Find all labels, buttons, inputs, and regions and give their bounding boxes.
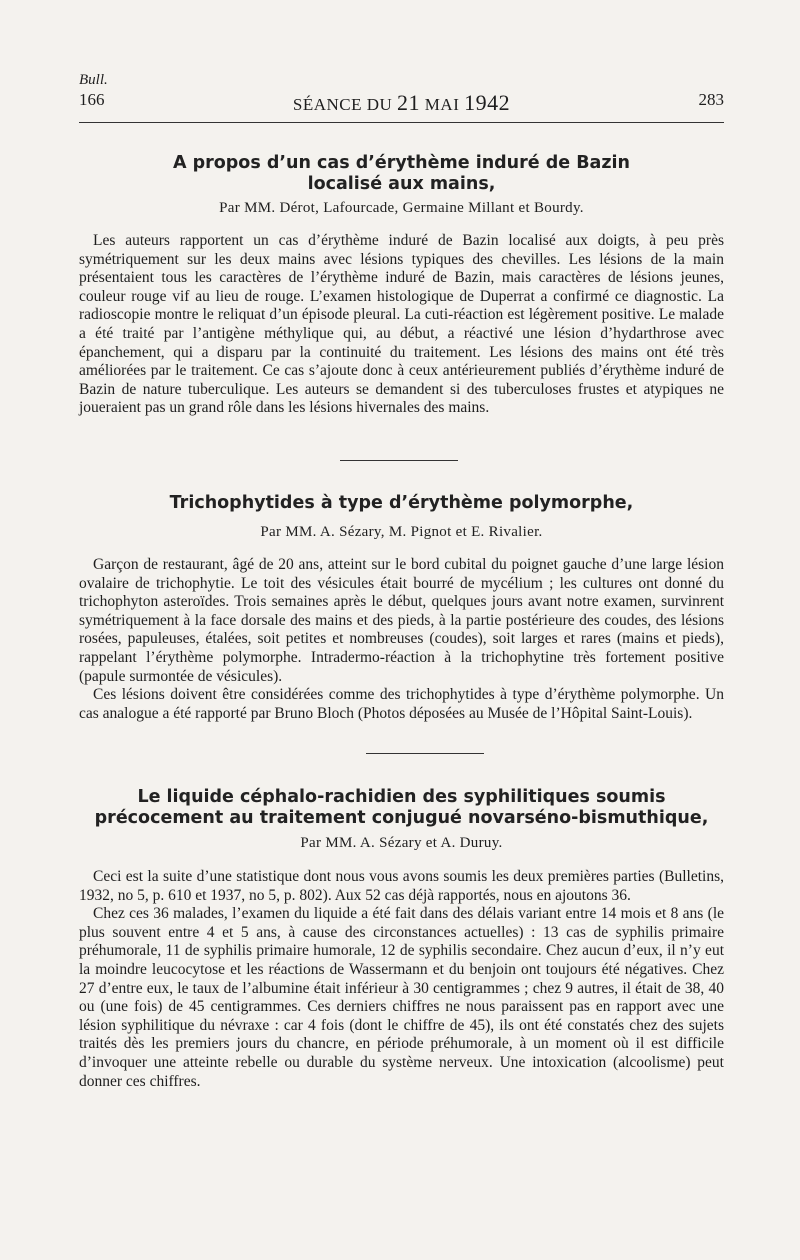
running-title-year: 1942 xyxy=(464,90,511,115)
article-2-title-line-1: Trichophytides à type d’érythème polymorphe, xyxy=(169,493,634,513)
article-2-paragraph-1: Garçon de restaurant, âgé de 20 ans, atteint sur le bord cubital du poignet gauche d’une large lésion ovalaire de trichophytie. Le toit des vésicules était bourré de mycélium ; les cultures ont donné du trichophyton asteroïdes. Trois semaines après le début, quelques jours avant notre examen, survinrent symétriquement à la face dorsale des mains et des pieds, à la partie postérieure des coudes, des lésions rosées, papuleuses, étalées, soit petites et nombreuses (coudes), soit larges et rares (mains et pieds), rappelant l’érythème polymorphe. Intradermo-réaction à la trichophytine très fortement positive (papule surmontée de vésicules). xyxy=(79,556,724,685)
handwritten-annotation: Bull. xyxy=(79,72,108,88)
right-page-number: 283 xyxy=(698,90,724,109)
section-separator xyxy=(366,753,484,754)
article-3-byline: Par MM. A. Sézary et A. Duruy. xyxy=(300,835,503,851)
article-3-title-line-2: précocement au traitement conjugué novarséno-bismuthique, xyxy=(94,808,709,828)
article-2-title xyxy=(79,493,724,514)
article-3-paragraph-2: Chez ces 36 malades, l’examen du liquide a été fait dans des délais variant entre 14 mois et 8 ans (le plus souvent entre 4 et 5 ans, à cause des circonstances actuelles) : 13 cas de syphilis primaire préhumorale, 11 de syphilis primaire humorale, 12 de syphilis secondaire. Chez aucun d’eux, il n’y eut la moindre leucocytose et les réactions de Wassermann et du benjoin ont toujours été négatives. Chez 27 d’entre eux, le taux de l’albumine était inférieur à 30 centigrammes ; chez 9 autres, il était de 38, 40 ou (une fois) de 45 centigrammes. Ces derniers chiffres ne nous paraissent pas en rapport avec une lésion syphilitique du névraxe : car 4 fois (dont le chiffre de 45), ils ont été constatés chez des sujets traités dès les premiers jours du chancre, en période préhumorale, à un moment où il est difficile d’invoquer une atteinte rebelle ou durable du système nerveux. Une intoxication (alcoolisme) peut donner ces chiffres. xyxy=(79,905,724,1090)
article-1-byline: Par MM. Dérot, Lafourcade, Germaine Millant et Bourdy. xyxy=(219,200,584,216)
running-title xyxy=(79,90,724,116)
article-1-title-line-1: A propos d’un cas d’érythème induré de Bazin xyxy=(172,153,631,173)
article-2-body xyxy=(79,556,724,723)
running-header xyxy=(79,90,724,116)
article-3-paragraph-1: Ceci est la suite d’une statistique dont nous vous avons soumis les deux premières parties (Bulletins, 1932, no 5, p. 610 et 1937, no 5, p. 802). Aux 52 cas déjà rapportés, nous en ajoutons 36. xyxy=(79,868,724,904)
article-1-title-line-2: localisé aux mains, xyxy=(307,174,496,194)
article-1-paragraph-1: Les auteurs rapportent un cas d’érythème induré de Bazin localisé aux doigts, à peu près symétriquement sur les deux mains avec lésions typiques des chevilles. Les lésions de la main présentaient tous les caractères de l’érythème induré de Bazin, mais caractères de lésions jeunes, couleur rouge vif au lieu de rouge. L’examen histologique de Duperrat a confirmé ce diagnostic. La radioscopie montre le reliquat d’un épisode pleural. La cuti-réaction est légèrement positive. Le malade a été traité par l’antigène méthylique qui, au début, a réactivé une lésion d’hydarthrose avec épanchement, qui a disparu par la continuité du traitement. Les lésions des mains ont été très améliorées par le traitement. Ce cas s’ajoute donc à ceux antérieurement publiés d’érythème induré de Bazin de nature tuberculique. Les auteurs se demandent si des tuberculoses frustes et atypiques ne joueraient pas un grand rôle dans les lésions hivernales des mains. xyxy=(79,232,724,417)
article-3-title-line-1: Le liquide céphalo-rachidien des syphilitiques soumis xyxy=(137,787,666,807)
article-2-byline: Par MM. A. Sézary, M. Pignot et E. Rivalier. xyxy=(260,524,543,540)
running-title-month: MAI xyxy=(424,95,460,114)
article-3-title xyxy=(79,787,724,829)
header-rule xyxy=(79,122,724,123)
article-1-title xyxy=(79,153,724,195)
left-page-number: 166 xyxy=(79,90,105,109)
section-separator xyxy=(340,460,458,461)
article-2-paragraph-2: Ces lésions doivent être considérées comme des trichophytides à type d’érythème polymorphe. Un cas analogue a été rapporté par Bruno Bloch (Photos déposées au Musée de l’Hôpital Saint-Louis). xyxy=(79,686,724,722)
running-title-prefix: SÉANCE DU xyxy=(292,95,393,114)
article-3-body xyxy=(79,868,724,1091)
article-1-body xyxy=(79,232,724,418)
running-title-day: 21 xyxy=(397,90,421,115)
